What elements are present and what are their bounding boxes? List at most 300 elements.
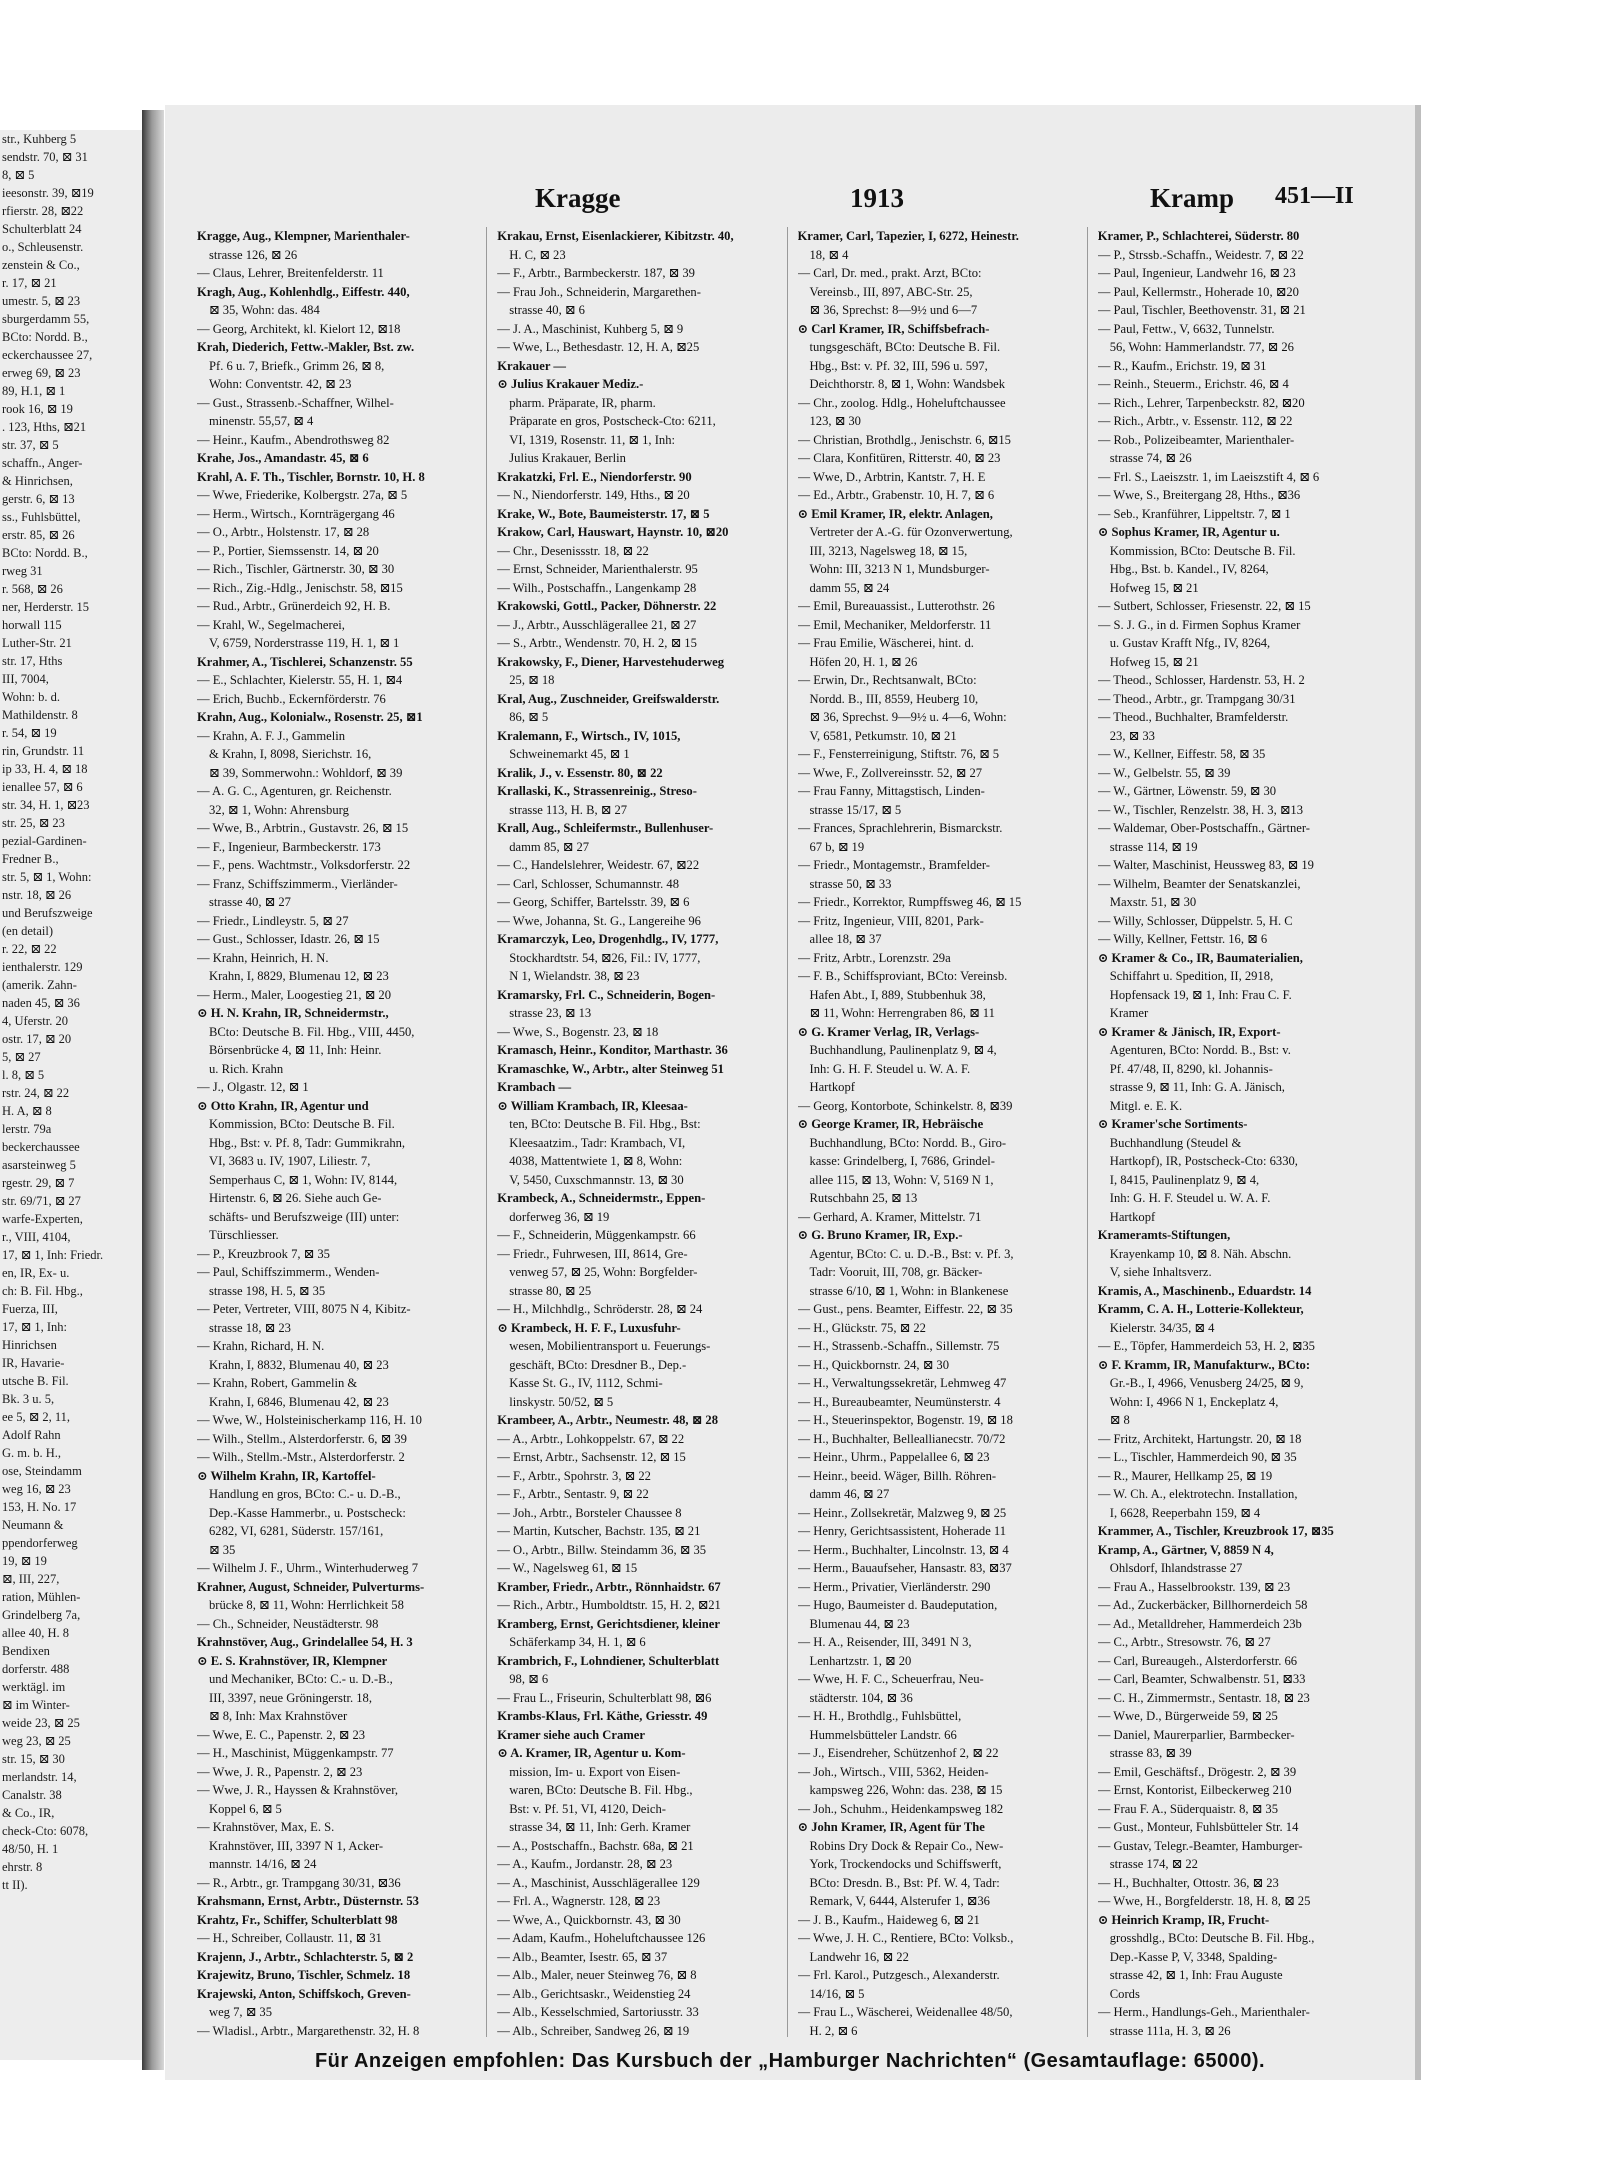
- directory-entry: ⊙ G. Kramer Verlag, IR, Verlags-: [797, 1024, 980, 1039]
- directory-entry: & Krahn, I, 8098, Sierichstr. 16,: [209, 747, 372, 761]
- directory-entry: Deichthorstr. 8, ⊠ 1, Wohn: Wandsbek: [809, 377, 1006, 391]
- directory-entry: ⊙ A. Kramer, IR, Agentur u. Kom-: [497, 1746, 686, 1760]
- directory-entry: 23, ⊠ 33: [1109, 728, 1155, 743]
- directory-entry: 123, ⊠ 30: [809, 414, 861, 428]
- directory-entry: 4038, Mattentwiete 1, ⊠ 8, Wohn:: [509, 1154, 683, 1168]
- adjacent-page-line: ⊠ im Winter-: [2, 1698, 70, 1712]
- directory-entry: Krallaski, K., Strassenreinig., Streso-: [497, 784, 697, 798]
- directory-entry: — Hugo, Baumeister d. Baudeputation,: [797, 1598, 998, 1612]
- directory-entry: — Alb., Beamter, Isestr. 65, ⊠ 37: [497, 1949, 668, 1964]
- directory-page: [165, 105, 1415, 2080]
- directory-entry: — Herm., Bauaufseher, Hansastr. 83, ⊠37: [797, 1561, 1012, 1575]
- directory-entry: Höfen 20, H. 1, ⊠ 26: [809, 654, 918, 669]
- directory-entry: Hirtenstr. 6, ⊠ 26. Siehe auch Ge-: [209, 1191, 382, 1205]
- adjacent-page-line: ostr. 17, ⊠ 20: [2, 1032, 72, 1046]
- adjacent-page-line: o., Schleusenstr.: [2, 240, 84, 254]
- directory-entry: — Gustav, Telegr.-Beamter, Hamburger-: [1097, 1838, 1303, 1853]
- adjacent-page-line: 153, H. No. 17: [2, 1500, 77, 1514]
- directory-entry: Türschliesser.: [209, 1228, 279, 1242]
- adjacent-page-line: 19, ⊠ 19: [2, 1554, 47, 1568]
- directory-entry: Mitgl. e. E. K.: [1109, 1098, 1183, 1113]
- directory-entry: Ohlsdorf, Ihlandstrasse 27: [1109, 1561, 1243, 1575]
- adjacent-page-line: lerstr. 79a: [2, 1122, 52, 1136]
- directory-entry: 14/16, ⊠ 5: [809, 1986, 865, 2001]
- directory-entry: Stockhardtstr. 54, ⊠26, Fil.: IV, 1777,: [509, 950, 701, 965]
- directory-entry: ⊠ 35, Wohn: das. 484: [209, 303, 320, 317]
- directory-entry: ⊠ 8: [1109, 1413, 1130, 1427]
- adjacent-page-line: nstr. 18, ⊠ 26: [2, 888, 72, 902]
- directory-entry: strasse 40, ⊠ 6: [509, 303, 585, 317]
- directory-entry: — Carl, Bureaugeh., Alsterdorferstr. 66: [1097, 1653, 1298, 1668]
- directory-entry: III, 3213, Nagelsweg 18, ⊠ 15,: [809, 543, 968, 558]
- directory-entry: — Wilh., Postschaffn., Langenkamp 28: [497, 580, 697, 595]
- directory-entry: strasse 34, ⊠ 11, Inh: Gerh. Kramer: [509, 1820, 691, 1834]
- adjacent-page-line: weg 16, ⊠ 23: [2, 1482, 71, 1496]
- directory-entry: — Ch., Schneider, Neustädterstr. 98: [197, 1616, 379, 1631]
- directory-entry: Kralemann, F., Wirtsch., IV, 1015,: [497, 728, 681, 743]
- directory-entry: — Friedr., Korrektor, Rumpffsweg 46, ⊠ 15: [797, 895, 1022, 909]
- adjacent-page-line: III, 7004,: [2, 672, 49, 686]
- directory-entry: — R., Maurer, Hellkamp 25, ⊠ 19: [1097, 1468, 1273, 1483]
- directory-entry: Buchhandlung, BCto: Nordd. B., Giro-: [809, 1135, 1007, 1150]
- directory-entry: — Frau Fanny, Mittagstisch, Linden-: [797, 784, 985, 798]
- directory-entry: — Georg, Schiffer, Bartelsstr. 39, ⊠ 6: [497, 895, 690, 909]
- adjacent-page-strip: [0, 130, 144, 2060]
- directory-entry: 18, ⊠ 4: [809, 247, 849, 262]
- directory-entry: Krahnstöver, Aug., Grindelallee 54, H. 3: [197, 1635, 413, 1649]
- directory-entry: Börsenbrücke 4, ⊠ 11, Inh: Heinr.: [209, 1043, 382, 1057]
- directory-entry: VI, 1319, Rosenstr. 11, ⊠ 1, Inh:: [509, 432, 676, 447]
- directory-entry: Kral, Aug., Zuschneider, Greifswalderstr.: [497, 691, 720, 706]
- directory-entry: minenstr. 55,57, ⊠ 4: [209, 414, 314, 428]
- directory-entry: strasse 42, ⊠ 1, Inh: Frau Auguste: [1109, 1968, 1283, 1982]
- directory-entry: Tadr: Vooruit, III, 708, gr. Bäcker-: [809, 1265, 983, 1279]
- directory-entry: — Frau L., Wäscherei, Weidenallee 48/50,: [797, 2005, 1013, 2019]
- directory-entry: — H., Bureaubeamter, Neumünsterstr. 4: [797, 1394, 1001, 1409]
- directory-entry: Kramarczyk, Leo, Drogenhdlg., IV, 1777,: [497, 932, 719, 946]
- directory-entry: — H., Milchhdlg., Schröderstr. 28, ⊠ 24: [497, 1302, 703, 1316]
- adjacent-page-line: 8, ⊠ 5: [2, 168, 35, 182]
- adjacent-page-line: 5, ⊠ 27: [2, 1050, 41, 1064]
- adjacent-page-line: ration, Mühlen-: [2, 1590, 81, 1604]
- directory-entry: — Fritz, Architekt, Hartungstr. 20, ⊠ 18: [1097, 1431, 1302, 1446]
- directory-entry: — F., Arbtr., Sentastr. 9, ⊠ 22: [497, 1487, 649, 1501]
- directory-entry: strasse 198, H. 5, ⊠ 35: [209, 1283, 326, 1298]
- directory-entry: ⊙ F. Kramm, IR, Manufakturw., BCto:: [1097, 1357, 1311, 1372]
- directory-entry: V, 6581, Petkumstr. 10, ⊠ 21: [809, 728, 957, 743]
- directory-entry: — Gust., pens. Beamter, Eiffestr. 22, ⊠ 35: [797, 1302, 1013, 1316]
- directory-entry: venweg 57, ⊠ 25, Wohn: Borgfelder-: [509, 1265, 698, 1279]
- directory-entry: Kramm, C. A. H., Lotterie-Kollekteur,: [1097, 1302, 1304, 1316]
- directory-entry: ⊙ George Kramer, IR, Hebräische: [797, 1117, 984, 1131]
- directory-entry: — Wwe, D., Arbtrin, Kantstr. 7, H. E: [797, 469, 986, 484]
- adjacent-page-line: Adolf Rahn: [2, 1428, 61, 1442]
- directory-entry: damm 85, ⊠ 27: [509, 839, 590, 854]
- adjacent-page-line: gerstr. 6, ⊠ 13: [2, 492, 75, 506]
- directory-entry: Krahn, I, 8829, Blumenau 12, ⊠ 23: [209, 969, 389, 983]
- directory-entry: Krahn, Aug., Kolonialw., Rosenstr. 25, ⊠1: [197, 710, 423, 724]
- header-year: 1913: [850, 183, 904, 213]
- adjacent-page-line: rin, Grundstr. 11: [2, 744, 85, 758]
- directory-entry: ⊙ Kramer & Jänisch, IR, Export-: [1097, 1024, 1281, 1039]
- directory-entry: — C., Arbtr., Stresowstr. 76, ⊠ 27: [1097, 1635, 1271, 1649]
- directory-entry: — H., Schreiber, Collaustr. 11, ⊠ 31: [197, 1931, 382, 1945]
- directory-entry: — Wwe, S., Bogenstr. 23, ⊠ 18: [497, 1024, 659, 1039]
- directory-entry: — Franz, Schiffszimmerm., Vierländer-: [197, 876, 398, 891]
- directory-entry: — P., Kreuzbrook 7, ⊠ 35: [197, 1246, 330, 1261]
- adjacent-page-line: str. 34, H. 1, ⊠23: [2, 798, 90, 812]
- directory-entry: Krambeck, A., Schneidermstr., Eppen-: [497, 1191, 706, 1205]
- adjacent-page-line: (amerik. Zahn-: [2, 978, 77, 992]
- adjacent-page-line: str., Kuhberg 5: [2, 132, 77, 146]
- adjacent-page-line: 48/50, H. 1: [2, 1842, 59, 1856]
- adjacent-page-line: erweg 69, ⊠ 23: [2, 366, 81, 380]
- directory-entry: Kramarsky, Frl. C., Schneiderin, Bogen-: [497, 987, 716, 1002]
- directory-entry: Koppel 6, ⊠ 5: [209, 1801, 282, 1816]
- directory-entry: — Walter, Maschinist, Heussweg 83, ⊠ 19: [1097, 858, 1314, 872]
- directory-entry: Maxstr. 51, ⊠ 30: [1109, 895, 1197, 909]
- directory-entry: — Heinr., Zollsekretär, Malzweg 9, ⊠ 25: [797, 1505, 1007, 1520]
- directory-entry: — Herm., Wirtsch., Kornträgergang 46: [197, 506, 395, 521]
- directory-entry: — Emil, Bureauassist., Lutterothstr. 26: [797, 599, 995, 613]
- directory-entry: strasse 126, ⊠ 26: [209, 247, 298, 262]
- directory-entry: — Wwe, Johanna, St. G., Langereihe 96: [497, 913, 701, 928]
- adjacent-page-line: str. 37, ⊠ 5: [2, 438, 59, 452]
- directory-entry: — J., Olgastr. 12, ⊠ 1: [197, 1080, 309, 1094]
- directory-entry: — Wladisl., Arbtr., Margarethenstr. 32, H. 8: [197, 2023, 420, 2037]
- directory-entry: brücke 8, ⊠ 11, Wohn: Herrlichkeit 58: [209, 1598, 404, 1612]
- directory-entry: V, 6759, Norderstrasse 119, H. 1, ⊠ 1: [209, 636, 400, 650]
- directory-entry: strasse 174, ⊠ 22: [1109, 1857, 1198, 1871]
- page-header: [195, 183, 1375, 223]
- directory-entry: — Gust., Strassenb.-Schaffner, Wilhel-: [197, 395, 394, 410]
- directory-entry: Kramber, Friedr., Arbtr., Rönnhaidstr. 67: [497, 1579, 721, 1594]
- adjacent-page-line: rstr. 24, ⊠ 22: [2, 1086, 70, 1100]
- directory-entry: — A., Arbtr., Lohkoppelstr. 67, ⊠ 22: [497, 1431, 685, 1446]
- adjacent-page-line: utsche B. Fil.: [2, 1374, 69, 1388]
- adjacent-page-line: horwall 115: [2, 618, 62, 632]
- directory-entry: — Fritz, Ingenieur, VIII, 8201, Park-: [797, 913, 984, 928]
- directory-entry: — Joh., Wirtsch., VIII, 5362, Heiden-: [797, 1764, 989, 1779]
- directory-entry: — Wwe, Friederike, Kolbergstr. 27a, ⊠ 5: [197, 488, 408, 502]
- directory-entry: Kramis, A., Maschinenb., Eduardstr. 14: [1097, 1283, 1312, 1298]
- directory-entry: — J. B., Kaufm., Haideweg 6, ⊠ 21: [797, 1912, 980, 1927]
- directory-entry: — F., Arbtr., Barmbeckerstr. 187, ⊠ 39: [497, 266, 695, 280]
- directory-entry: ⊙ H. N. Krahn, IR, Schneidermstr.,: [197, 1006, 389, 1020]
- directory-entry: — O., Arbtr., Holstenstr. 17, ⊠ 28: [197, 525, 370, 539]
- adjacent-page-line: en, IR, Ex- u.: [2, 1266, 70, 1280]
- directory-entry: — Willy, Schlosser, Düppelstr. 5, H. C: [1097, 913, 1293, 928]
- directory-entry: — Chr., Desenissstr. 18, ⊠ 22: [497, 543, 649, 558]
- directory-entry: Kramer, P., Schlachterei, Süderstr. 80: [1097, 229, 1300, 243]
- directory-entry: — Paul, Ingenieur, Landwehr 16, ⊠ 23: [1097, 266, 1296, 280]
- directory-entry: Krambeer, A., Arbtr., Neumestr. 48, ⊠ 28: [497, 1413, 719, 1427]
- directory-entry: — Georg, Kontorbote, Schinkelstr. 8, ⊠39: [797, 1098, 1013, 1113]
- directory-entry: — Frau Emilie, Wäscherei, hint. d.: [797, 636, 974, 650]
- adjacent-page-line: & Co., IR,: [2, 1806, 55, 1820]
- directory-entry: — H., Glückstr. 75, ⊠ 22: [797, 1320, 926, 1335]
- directory-entry: — Frances, Sprachlehrerin, Bismarckstr.: [797, 821, 1003, 835]
- directory-entry: — Gust., Monteur, Fuhlsbütteler Str. 14: [1097, 1820, 1299, 1834]
- adjacent-page-line: ip 33, H. 4, ⊠ 18: [2, 762, 88, 776]
- directory-entry: — Ernst, Schneider, Marienthalerstr. 95: [497, 562, 698, 576]
- directory-entry: u. Rich. Krahn: [209, 1061, 284, 1076]
- page-edge: [1415, 105, 1421, 2080]
- adjacent-page-line: IR, Havarie-: [2, 1356, 65, 1370]
- directory-entry: — C. H., Zimmermstr., Sentastr. 18, ⊠ 23: [1097, 1690, 1310, 1705]
- adjacent-page-line: Mathildenstr. 8: [2, 708, 78, 722]
- directory-entry: BCto: Deutsche B. Fil. Hbg., VIII, 4450,: [209, 1024, 415, 1039]
- directory-entry: — Peter, Vertreter, VIII, 8075 N 4, Kibitz-: [197, 1302, 411, 1316]
- directory-entry: — Theod., Arbtr., gr. Trampgang 30/31: [1097, 691, 1296, 706]
- directory-entry: — F., Arbtr., Spohrstr. 3, ⊠ 22: [497, 1468, 651, 1483]
- directory-entry: 6282, VI, 6281, Süderstr. 157/161,: [209, 1524, 384, 1538]
- directory-entry: — Ernst, Kontorist, Eilbeckerweg 210: [1097, 1783, 1292, 1797]
- directory-entry: Kramer: [1109, 1006, 1149, 1020]
- directory-entry: Hofweg 15, ⊠ 21: [1109, 654, 1199, 669]
- directory-entry: — Frau L., Friseurin, Schulterblatt 98, ⊠6: [497, 1690, 712, 1705]
- directory-entry: ⊙ Julius Krakauer Mediz.-: [497, 377, 644, 391]
- directory-entry: — Emil, Geschäftsf., Drögestr. 2, ⊠ 39: [1097, 1764, 1297, 1779]
- directory-entry: linskystr. 50/52, ⊠ 5: [509, 1394, 614, 1409]
- directory-entry: — Alb., Maler, neuer Steinweg 76, ⊠ 8: [497, 1968, 697, 1982]
- directory-entry: Landwehr 16, ⊠ 22: [809, 1949, 909, 1964]
- adjacent-page-line: ehrstr. 8: [2, 1860, 43, 1874]
- adjacent-page-line: rook 16, ⊠ 19: [2, 402, 73, 416]
- directory-entry: strasse 80, ⊠ 25: [509, 1283, 592, 1298]
- directory-column-2: [497, 227, 787, 2037]
- adjacent-page-line: str. 15, ⊠ 30: [2, 1752, 65, 1766]
- directory-entry: — F., Ingenieur, Barmbeckerstr. 173: [197, 839, 381, 854]
- adjacent-page-line: ⊠, III, 227,: [2, 1572, 60, 1586]
- directory-entry: — Rich., Tischler, Gärtnerstr. 30, ⊠ 30: [197, 562, 395, 576]
- directory-entry: — Seb., Kranführer, Lippeltstr. 7, ⊠ 1: [1097, 506, 1291, 521]
- directory-entry: — P., Portier, Siemssenstr. 14, ⊠ 20: [197, 543, 379, 558]
- page-number: 451—II: [1275, 183, 1354, 209]
- directory-entry: — A. G. C., Agenturen, gr. Reichenstr.: [197, 784, 392, 798]
- adjacent-page-line: r. 54, ⊠ 19: [2, 726, 57, 740]
- directory-entry: — F., Fensterreinigung, Stiftstr. 76, ⊠ 5: [797, 747, 1000, 761]
- directory-entry: Krammer, A., Tischler, Kreuzbrook 17, ⊠35: [1097, 1524, 1334, 1538]
- directory-entry: strasse 83, ⊠ 39: [1109, 1746, 1192, 1760]
- directory-entry: ⊙ Kramer & Co., IR, Baumaterialien,: [1097, 950, 1303, 965]
- directory-entry: Wohn: I, 4966 N 1, Enckeplatz 4,: [1109, 1394, 1279, 1409]
- directory-entry: strasse 40, ⊠ 27: [209, 895, 291, 909]
- directory-column-4: [1098, 227, 1387, 2037]
- directory-entry: — Frl. S., Laeiszstr. 1, im Laeiszstift 4, ⊠ 6: [1097, 469, 1320, 484]
- directory-entry: Julius Krakauer, Berlin: [509, 451, 626, 465]
- adjacent-page-line: Bendixen: [2, 1644, 50, 1658]
- directory-entry: — Paul, Fettw., V, 6632, Tunnelstr.: [1097, 321, 1275, 336]
- directory-entry: Dep.-Kasse Hammerbr., u. Postscheck:: [209, 1505, 406, 1520]
- directory-entry: — H. A., Reisender, III, 3491 N 3,: [797, 1635, 972, 1649]
- directory-entry: — Daniel, Maurerparlier, Barmbecker-: [1097, 1727, 1295, 1742]
- adjacent-page-line: str. 69/71, ⊠ 27: [2, 1194, 81, 1208]
- directory-entry: Kragge, Aug., Klempner, Marienthaler-: [197, 229, 410, 243]
- directory-entry: Kramasch, Heinr., Konditor, Marthastr. 36: [497, 1043, 728, 1057]
- adjacent-page-line: ienallee 57, ⊠ 6: [2, 780, 83, 794]
- directory-entry: — Friedr., Lindleystr. 5, ⊠ 27: [197, 913, 349, 928]
- directory-entry: — W., Nagelsweg 61, ⊠ 15: [497, 1561, 638, 1575]
- directory-entry: Hopfensack 19, ⊠ 1, Inh: Frau C. F.: [1109, 987, 1292, 1002]
- directory-entry: — Herm., Maler, Loogestieg 21, ⊠ 20: [197, 987, 392, 1002]
- directory-entry: — Waldemar, Ober-Postschaffn., Gärtner-: [1097, 821, 1310, 835]
- directory-entry: — W. Ch. A., elektrotechn. Installation,: [1097, 1487, 1298, 1501]
- adjacent-page-line: Wohn: b. d.: [2, 690, 61, 704]
- header-last-name: Kramp: [1150, 183, 1234, 213]
- adjacent-page-line: pezial-Gardinen-: [2, 834, 87, 848]
- directory-entry: Schiffahrt u. Spedition, II, 2918,: [1109, 969, 1274, 983]
- directory-entry: Kielerstr. 34/35, ⊠ 4: [1109, 1320, 1215, 1335]
- directory-entry: ⊠ 36, Sprechst. 9—9½ u. 4—6, Wohn:: [809, 710, 1007, 724]
- directory-entry: Hummelsbütteler Landstr. 66: [809, 1727, 957, 1742]
- directory-entry: ⊙ E. S. Krahnstöver, IR, Klempner: [197, 1653, 388, 1668]
- directory-entry: 56, Wohn: Hammerlandstr. 77, ⊠ 26: [1109, 340, 1294, 354]
- directory-entry: — C., Handelslehrer, Weidestr. 67, ⊠22: [497, 858, 700, 872]
- directory-entry: — Wwe, E. C., Papenstr. 2, ⊠ 23: [197, 1727, 366, 1742]
- directory-entry: — Alb., Kesselschmied, Sartoriusstr. 33: [497, 2005, 699, 2019]
- directory-entry: — Frl. Karol., Putzgesch., Alexanderstr.: [797, 1968, 1000, 1982]
- directory-entry: — Erwin, Dr., Rechtsanwalt, BCto:: [797, 673, 977, 687]
- directory-entry: — Ad., Zuckerbäcker, Billhornerdeich 58: [1097, 1598, 1308, 1612]
- directory-entry: Buchhandlung, Paulinenplatz 9, ⊠ 4,: [809, 1043, 997, 1057]
- adjacent-page-line: merlandstr. 14,: [2, 1770, 77, 1784]
- directory-entry: Hbg., Bst: v. Pf. 32, III, 596 u. 597,: [809, 358, 988, 373]
- directory-entry: — Paul, Kellermstr., Hoherade 10, ⊠20: [1097, 284, 1299, 299]
- adjacent-page-line: G. m. b. H.,: [2, 1446, 62, 1460]
- adjacent-page-line: check-Cto: 6078,: [2, 1824, 89, 1838]
- directory-entry: Krake, W., Bote, Baumeisterstr. 17, ⊠ 5: [497, 506, 710, 521]
- directory-entry: — Martin, Kutscher, Bachstr. 135, ⊠ 21: [497, 1524, 701, 1538]
- adjacent-page-line: Bk. 3 u. 5,: [2, 1392, 55, 1406]
- directory-entry: Schweinemarkt 45, ⊠ 1: [509, 747, 630, 761]
- directory-entry: ⊙ Kramer'sche Sortiments-: [1097, 1117, 1248, 1131]
- directory-column-3: [798, 227, 1088, 2037]
- directory-entry: — Willy, Kellner, Fettstr. 16, ⊠ 6: [1097, 932, 1268, 946]
- adjacent-page-line: Luther-Str. 21: [2, 636, 72, 650]
- directory-entry: Krakow, Carl, Hauswart, Haynstr. 10, ⊠20: [497, 525, 729, 539]
- directory-entry: York, Trockendocks und Schiffswerft,: [809, 1857, 1002, 1871]
- adjacent-page-line: rweg 31: [2, 564, 43, 578]
- adjacent-page-line: Grindelberg 7a,: [2, 1608, 81, 1622]
- directory-entry: — Wwe, D., Bürgerweide 59, ⊠ 25: [1097, 1709, 1278, 1723]
- directory-entry: — Wilh., Stellm., Alsterdorferstr. 6, ⊠ 39: [197, 1431, 407, 1446]
- directory-entry: strasse 113, H. B, ⊠ 27: [509, 802, 628, 817]
- directory-entry: V, siehe Inhaltsverz.: [1109, 1265, 1212, 1279]
- adjacent-page-line: beckerchaussee: [2, 1140, 80, 1154]
- directory-entry: Kramer, Carl, Tapezier, I, 6272, Heinestr.: [797, 229, 1019, 243]
- directory-entry: — H., Buchhalter, Belleallianecstr. 70/72: [797, 1431, 1006, 1446]
- directory-entry: — Heinr., Kaufm., Abendrothsweg 82: [197, 432, 390, 447]
- directory-entry: Remark, V, 6444, Alsterufer 1, ⊠36: [809, 1894, 990, 1908]
- adjacent-page-line: allee 40, H. 8: [2, 1626, 69, 1640]
- directory-entry: — Herm., Buchhalter, Lincolnstr. 13, ⊠ 4: [797, 1542, 1009, 1557]
- directory-entry: städterstr. 104, ⊠ 36: [809, 1690, 913, 1705]
- directory-entry: Pf. 47/48, II, 8290, kl. Johannis-: [1109, 1061, 1273, 1076]
- directory-entry: strasse 18, ⊠ 23: [209, 1320, 291, 1335]
- directory-entry: — A., Postschaffn., Bachstr. 68a, ⊠ 21: [497, 1838, 694, 1853]
- directory-entry: Präparate en gros, Postscheck-Cto: 6211,: [509, 414, 716, 428]
- adjacent-page-line: zenstein & Co.,: [2, 258, 80, 272]
- book-gutter: [142, 110, 164, 2070]
- directory-entry: — Carl, Dr. med., prakt. Arzt, BCto:: [797, 266, 982, 280]
- directory-entry: — Clara, Konfitüren, Ritterstr. 40, ⊠ 23: [797, 451, 1001, 465]
- directory-entry: 25, ⊠ 18: [509, 673, 555, 687]
- directory-entry: Krahe, Jos., Amandastr. 45, ⊠ 6: [197, 451, 369, 465]
- directory-entry: Lenhartzstr. 1, ⊠ 20: [809, 1653, 912, 1668]
- adjacent-page-line: eckerchaussee 27,: [2, 348, 93, 362]
- directory-entry: ten, BCto: Deutsche B. Fil. Hbg., Bst:: [509, 1117, 701, 1131]
- directory-entry: tungsgeschäft, BCto: Deutsche B. Fil.: [809, 340, 1001, 354]
- directory-entry: Semperhaus C, ⊠ 1, Wohn: IV, 8144,: [209, 1172, 398, 1187]
- adjacent-page-line: erstr. 85, ⊠ 26: [2, 528, 75, 542]
- directory-entry: — F. B., Schiffsproviant, BCto: Vereinsb.: [797, 969, 1008, 983]
- directory-entry: — J., Eisendreher, Schützenhof 2, ⊠ 22: [797, 1746, 999, 1760]
- directory-entry: — Wwe, H. F. C., Scheuerfrau, Neu-: [797, 1672, 984, 1686]
- directory-entry: ⊙ Heinrich Kramp, IR, Frucht-: [1097, 1912, 1270, 1927]
- directory-entry: waren, BCto: Deutsche B. Fil. Hbg.,: [509, 1783, 693, 1797]
- directory-entry: u. Gustav Krafft Nfg., IV, 8264,: [1109, 636, 1271, 650]
- directory-entry: Blumenau 44, ⊠ 23: [809, 1616, 910, 1631]
- directory-entry: damm 55, ⊠ 24: [809, 580, 890, 595]
- directory-entry: Krahsmann, Ernst, Arbtr., Düsternstr. 53: [197, 1894, 419, 1908]
- directory-entry: — Paul, Schiffszimmerm., Wenden-: [197, 1265, 380, 1279]
- directory-entry: — Wwe, J. R., Papenstr. 2, ⊠ 23: [197, 1764, 363, 1779]
- adjacent-page-line: rfierstr. 28, ⊠22: [2, 204, 84, 218]
- directory-entry: — Krahn, Robert, Gammelin &: [197, 1376, 358, 1390]
- directory-entry: — H., Maschinist, Müggenkampstr. 77: [197, 1746, 394, 1760]
- directory-entry: — Wwe, H., Borgfelderstr. 18, H. 8, ⊠ 25: [1097, 1894, 1311, 1908]
- directory-entry: Krajewski, Anton, Schiffskoch, Greven-: [197, 1986, 411, 2001]
- directory-entry: — Wilhelm, Beamter der Senatskanzlei,: [1097, 876, 1301, 891]
- directory-entry: Krahl, A. F. Th., Tischler, Bornstr. 10, H. 8: [197, 469, 425, 484]
- directory-entry: Krall, Aug., Schleifermstr., Bullenhuser-: [497, 821, 714, 835]
- directory-entry: Krahn, I, 8832, Blumenau 40, ⊠ 23: [209, 1357, 389, 1372]
- adjacent-page-line: . 123, Hths, ⊠21: [2, 420, 87, 434]
- adjacent-page-line: ieesonstr. 39, ⊠19: [2, 186, 94, 200]
- directory-entry: ⊙ Wilhelm Krahn, IR, Kartoffel-: [197, 1468, 376, 1483]
- adjacent-page-line: Canalstr. 38: [2, 1788, 62, 1802]
- adjacent-page-line: 17, ⊠ 1, Inh: Friedr.: [2, 1248, 104, 1262]
- directory-entry: V, 5450, Cuxschmannstr. 13, ⊠ 30: [509, 1172, 684, 1187]
- directory-entry: ⊙ William Krambach, IR, Kleesaa-: [497, 1098, 688, 1113]
- directory-entry: dorferweg 36, ⊠ 19: [509, 1209, 610, 1224]
- directory-entry: — Wwe, S., Breitergang 28, Hths., ⊠36: [1097, 488, 1301, 502]
- directory-entry: — Georg, Architekt, kl. Kielort 12, ⊠18: [197, 321, 401, 336]
- directory-entry: Kralik, J., v. Essenstr. 80, ⊠ 22: [497, 765, 663, 780]
- adjacent-page-line: und Berufszweige: [2, 906, 93, 920]
- adjacent-page-line: Fredner B.,: [2, 852, 59, 866]
- directory-entry: ⊠ 8, Inh: Max Krahnstöver: [209, 1709, 348, 1723]
- directory-entry: — Claus, Lehrer, Breitenfelderstr. 11: [197, 266, 384, 280]
- adjacent-page-line: warfe-Experten,: [2, 1212, 83, 1226]
- directory-entry: Kramp, A., Gärtner, V, 8859 N 4,: [1097, 1542, 1274, 1557]
- directory-entry: Krajenn, J., Arbtr., Schlachterstr. 5, ⊠ 2: [197, 1949, 414, 1964]
- adjacent-page-line: umestr. 5, ⊠ 23: [2, 294, 81, 308]
- directory-column-1: [197, 227, 487, 2037]
- directory-entry: — Friedr., Fuhrwesen, III, 8614, Gre-: [497, 1246, 688, 1261]
- directory-entry: 67 b, ⊠ 19: [809, 839, 865, 854]
- directory-entry: schäfts- und Berufszweige (III) unter:: [209, 1209, 400, 1224]
- directory-entry: — Krahn, A. F. J., Gammelin: [197, 728, 346, 743]
- directory-entry: Krahner, August, Schneider, Pulverturms-: [197, 1579, 425, 1594]
- directory-entry: — Theod., Schlosser, Hardenstr. 53, H. 2: [1097, 673, 1305, 687]
- directory-entry: Hafen Abt., I, 889, Stubbenhuk 38,: [809, 987, 986, 1002]
- directory-entry: Cords: [1109, 1986, 1140, 2001]
- directory-entry: Krakatzki, Frl. E., Niendorferstr. 90: [497, 469, 692, 484]
- directory-entry: — H., Quickbornstr. 24, ⊠ 30: [797, 1357, 950, 1372]
- adjacent-page-line: l. 8, ⊠ 5: [2, 1068, 45, 1082]
